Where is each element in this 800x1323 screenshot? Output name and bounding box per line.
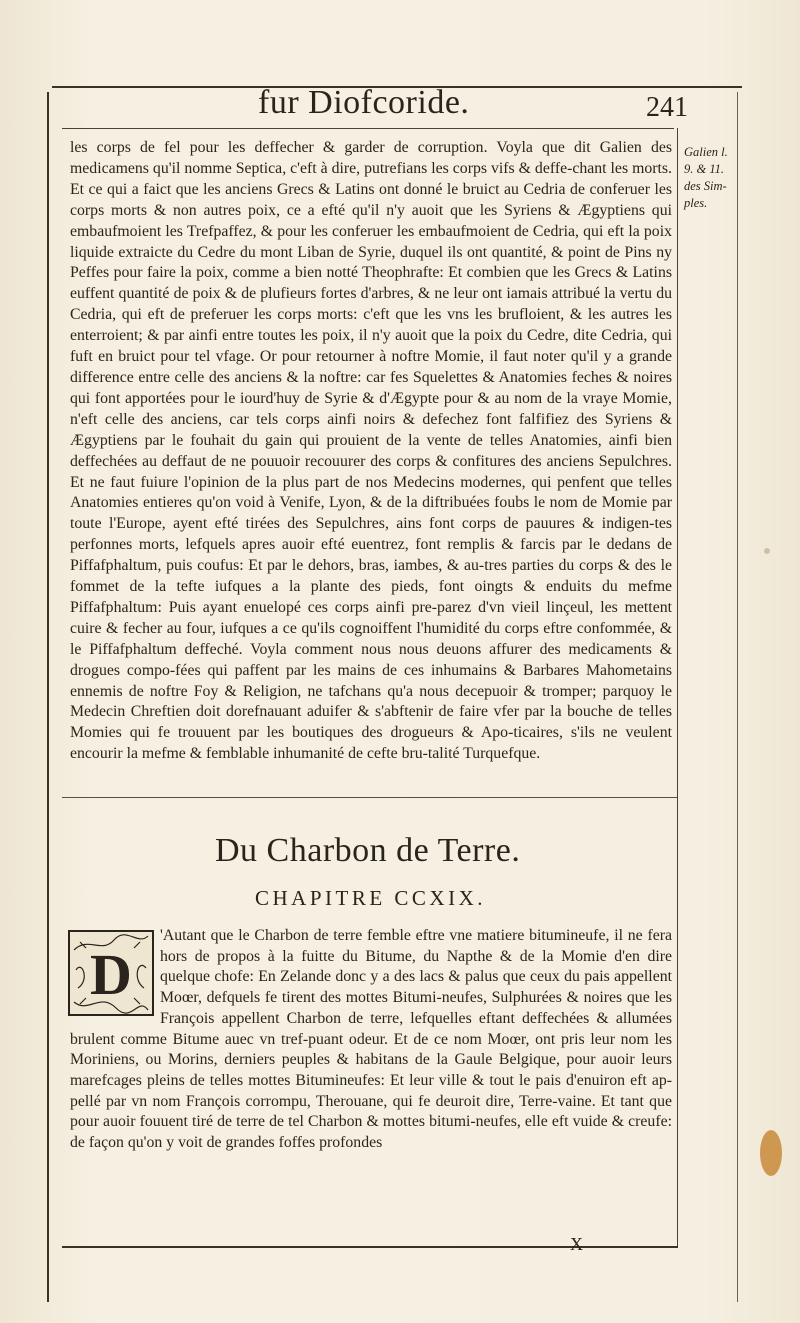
margin-note: Galien l. 9. & 11. des Sim-ples. <box>684 145 728 210</box>
text-frame-right-rule <box>677 128 678 1246</box>
header-rule <box>62 128 674 129</box>
chapter-heading: CHAPITRE CCXIX. <box>255 886 487 910</box>
mummy-paragraph: les corps de fel pour les deffecher & garder de corruption. Voyla que dit Galien des medicamens qu'il nomme Septica, c'eft à dire, putrefians les corps vifs & deffe-chant les morts. Et ce qui a faict que les anciens Grecs & Latins ont donné le bruict au Cedria de conferuer les corps morts & non autres poix, ce a efté qu'il n'y auoit que les Syriens & Ægyptiens qui embaufmoient les Trefpaffez, & pour les conferuer les embaufmoient de Cedria, qui eft la poix liquide extraicte du Cedre du mont Liban de Syrie, duquel ils ont quantité, & point de Pins ny Peffes pour faire la poix, comme a bien notté Theophrafte: Et combien que les Grecs & Latins euffent quantité de poix & de plufieurs fortes d'arbres, & ne leur ont iamais attribué la vertu du Cedria, qui eft de preferuer les corps morts: c'eft que les vns les brufloient, & les autres les enterroient; & par ainfi entre toutes les poix, il n'y auoit que la poix du Cedre, dite Cedria, qui fuft en bruict pour tel vfage. Or pour retourner à noftre Momie, il faut noter qu'il y a grande difference entre celle des anciens & la noftre: car fes Squelettes & Anatomies feches & noires qui font apportées pour le iourd'huy de Syrie & d'Ægypte pour & au nom de la vraye Momie, n'eft celle des anciens, car tels corps ainfi noirs & defechez font falfifiez des Syriens & Ægyptiens par le fouhait du gain qui prouient de la vente de telles Anatomies, ainfi bien deffechées au deffaut de ne pouuoir recouurer des corps & confitures des anciens Sepulchres. Et ne faut fuiure l'opinion de la plus part de nos Medecins modernes, qui penfent que telles Anatomies entieres qu'on void à Venife, Lyon, & de la diftribuées foubs le nom de Momie par toute l'Europe, ayent efté tirées des Sepulchres, ains font corps de pauures & indigen-tes perfonnes morts, lefquels apres auoir efté euentrez, font remplis & farcis par le dedans de Piffafphaltum, puis coufus: Et par le dehors, bras, iambes, & au-tres parties du corps & des le fommet de la tefte iufques a la plante des pieds, font oingts & enduits du mefme Piffafphaltum: Puis ayant enuelopé ces corps ainfi pre-parez d'vn vieil linçeul, les mettent cuire & fecher au four, iufques a ce qu'ils cognoiffent l'humidité du corps eftre confommée, & le Piffafphaltum deffeché. Voyla comment nous nous deuons affurer des medicaments & drogues compo-fées qui paffent par les mains de ces inhumains & Barbares Mahometains ennemis de noftre Foy & Religion, ne tafchans qu'a nous decepuoir & tromper; parquoy le Medecin Chreftien doit dorefnauant aduifer & s'abftenir de faire vfer par la bouche de telles Momies qui fe trouuent par les boutiques des drogueurs & Apo-ticaires, s'ils ne veulent encourir la mefme & femblable inhumanité de cefte bru-talité Turquefque. <box>70 139 672 763</box>
ink-stain <box>760 1130 782 1176</box>
chapter-text-block <box>70 926 672 1154</box>
left-border-rule <box>47 92 49 1302</box>
section-separator <box>62 797 677 798</box>
right-border-rule <box>737 92 738 1302</box>
dropcap-letter: D <box>90 942 132 1007</box>
main-text-block <box>70 138 672 765</box>
running-title: fur Diofcoride. <box>258 84 470 121</box>
page-number: 241 <box>646 92 688 123</box>
foxing-spot <box>764 548 770 554</box>
dropcap-space <box>70 926 160 1010</box>
coal-paragraph: 'Autant que le Charbon de terre femble eftre vne matiere bitumineufe, il ne fera hors de propos à la fuitte du Bitume, du Napthe & de la Momie d'en dire quelque chofe: En Zelande donc y a des lacs & palus que ceux du pais appellent Moœr, defquels fe tirent des mottes Bitumi-neufes, Sulphurées & noires que les François appellent Charbon de terre, lefquelles eftant deffechées & allumées brulent comme Bitume auec vn tref-puant odeur. Et de ce nom Moœr, ont pris leur nom les Moriniens, ou Morins, derniers peuples & habitans de la Gaule Belgique, pour auoir leurs marefcages pleins de telles mottes Bitumineufes: Et leur ville & tout le pais d'enuiron eft ap-pellé par vn nom François corrompu, Therouane, qui fe deuroit dire, Terre-vaine. Et tant que pour auoir fouuent tiré de terre de tel Charbon & mottes bitumi-neufes, elle eft vuide & creufe: de façon qu'on y voit de grandes foffes profondes <box>70 927 672 1152</box>
bottom-border-rule <box>62 1246 678 1248</box>
signature-mark: X <box>570 1234 583 1254</box>
section-title: Du Charbon de Terre. <box>215 832 521 869</box>
